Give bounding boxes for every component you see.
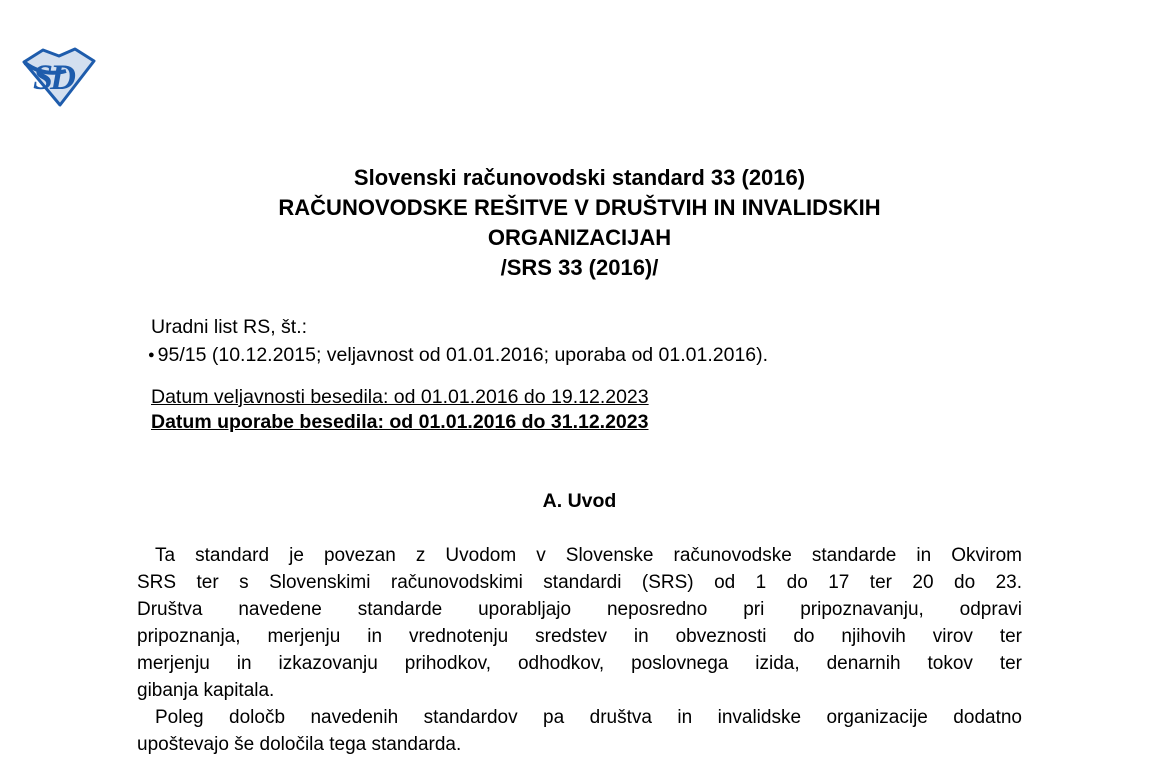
body-line: merjenju in izkazovanju prihodkov, odhodkov, poslovnega izida, denarnih tokov ter: [137, 653, 1022, 674]
title-line-2: RAČUNOVODSKE REŠITVE V DRUŠTVIH IN INVALIDSKIH: [278, 195, 881, 220]
document-title: [137, 163, 1022, 283]
title-line-4: /SRS 33 (2016)/: [500, 255, 659, 280]
gazette-entry: [137, 343, 1033, 367]
body-line: Društva navedene standarde uporabljajo neposredno pri pripoznavanju, odpravi: [137, 599, 1022, 620]
body-line: pripoznanja, merjenju in vrednotenju sredstev in obveznosti do njihovih virov ter: [137, 626, 1022, 647]
sd-diamond-logo: [22, 46, 96, 108]
gazette-label: Uradni list RS, št.:: [151, 316, 308, 338]
title-line-3: ORGANIZACIJAH: [487, 225, 672, 250]
body-text: [137, 542, 1022, 758]
body-line: upoštevajo še določila tega standarda.: [137, 734, 462, 755]
gazette-entry-text: 95/15 (10.12.2015; veljavnost od 01.01.2016; uporaba od 01.01.2016).: [157, 344, 769, 366]
body-line: Ta standard je povezan z Uvodom v Slovenske računovodske standarde in Okvirom: [155, 545, 1022, 566]
validity-effective-line: Datum veljavnosti besedila: od 01.01.2016 do 19.12.2023: [151, 386, 649, 408]
body-line: Poleg določb navedenih standardov pa društva in invalidske organizacije dodatno: [155, 707, 1022, 728]
bullet-icon: ●: [148, 349, 155, 361]
body-line: gibanja kapitala.: [137, 680, 275, 701]
logo-letters: SD: [33, 57, 74, 97]
body-line: SRS ter s Slovenskimi računovodskimi standardi (SRS) od 1 do 17 ter 20 do 23.: [137, 572, 1022, 593]
section-heading: A. Uvod: [542, 490, 617, 512]
validity-application-line: Datum uporabe besedila: od 01.01.2016 do 31.12.2023: [151, 411, 649, 433]
sd-logo-icon: [22, 46, 96, 108]
title-line-1: Slovenski računovodski standard 33 (2016): [353, 165, 806, 190]
validity-dates: [137, 385, 1036, 435]
